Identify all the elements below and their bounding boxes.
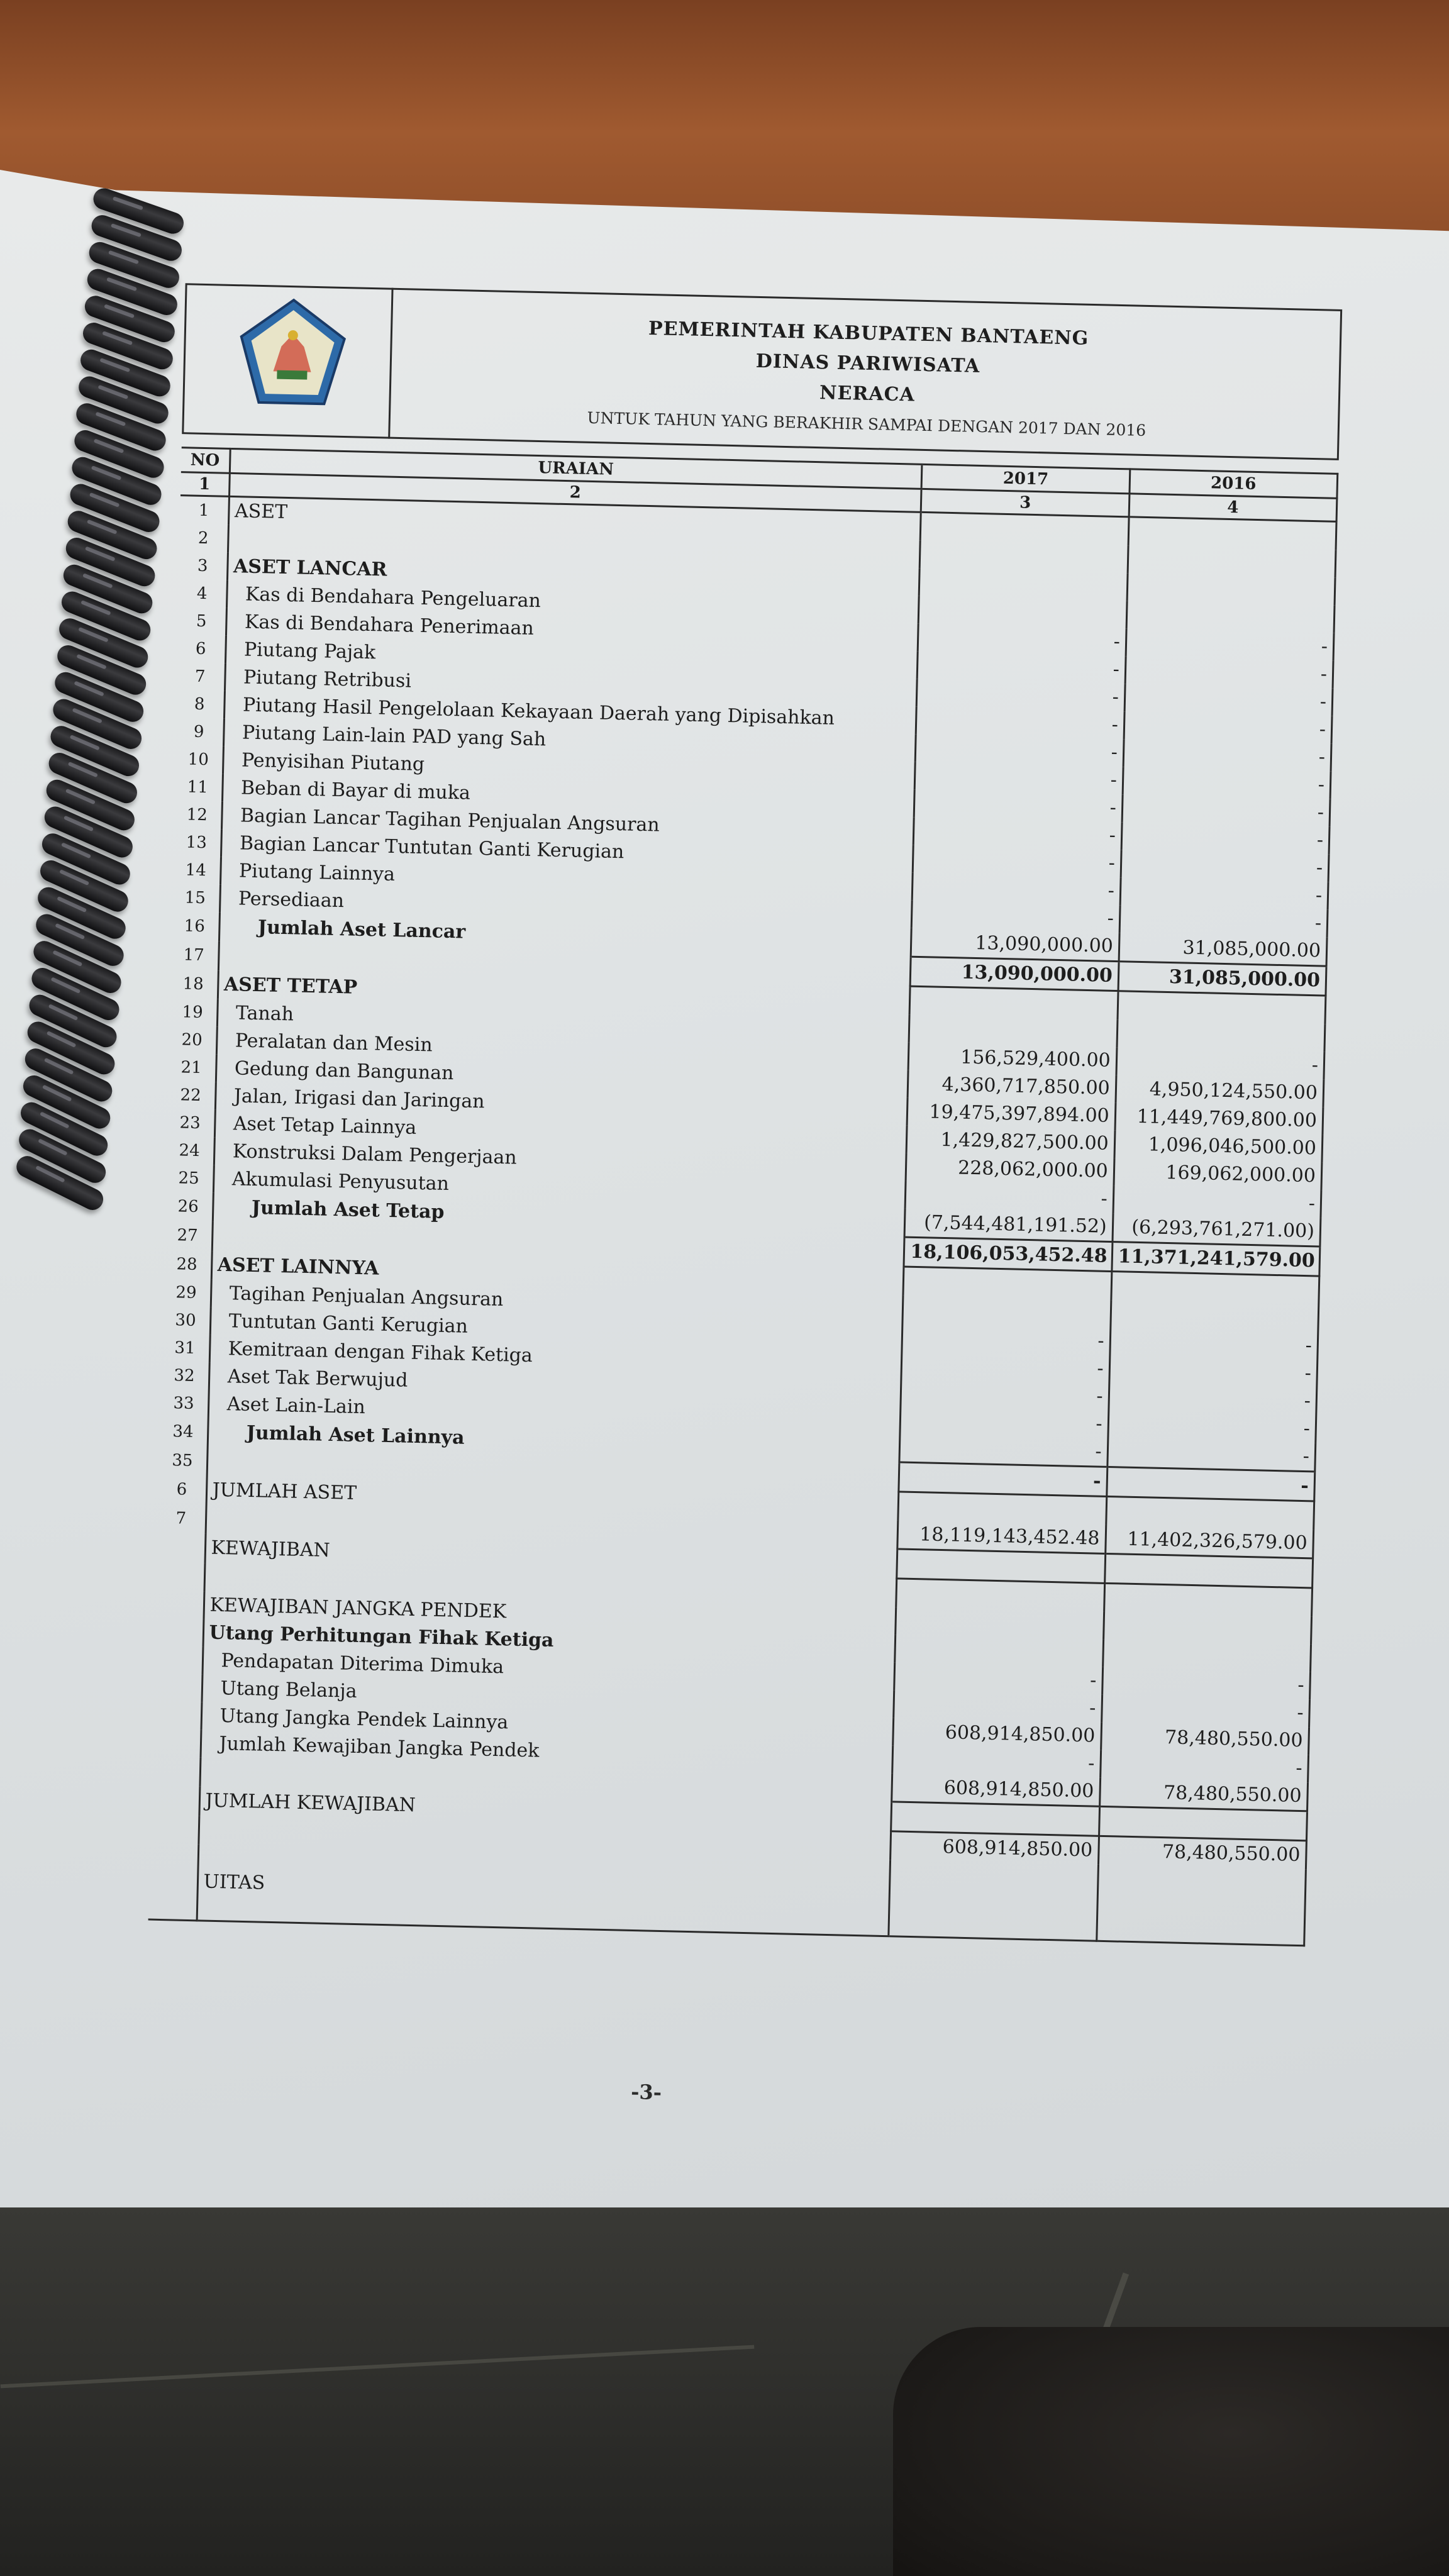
row-number: 27 bbox=[164, 1220, 213, 1251]
value-2017: 228,062,000.00 bbox=[906, 1153, 1114, 1185]
row-number bbox=[152, 1729, 201, 1758]
value-2017: 18,119,143,452.48 bbox=[897, 1520, 1106, 1553]
row-number: 3 bbox=[179, 552, 228, 580]
value-2017: - bbox=[918, 652, 1126, 684]
value-2017: - bbox=[914, 818, 1122, 850]
value-2017 bbox=[896, 1607, 1104, 1639]
value-2016 bbox=[1111, 1300, 1319, 1332]
row-label: Utang Belanja bbox=[220, 1677, 357, 1702]
value-2016: - bbox=[1110, 1328, 1318, 1360]
value-2016 bbox=[1096, 1865, 1306, 1946]
col-index-2017: 3 bbox=[921, 489, 1130, 516]
col-header-2016: 2016 bbox=[1130, 469, 1338, 498]
value-2017 bbox=[903, 1267, 1111, 1300]
value-2016 bbox=[1111, 1272, 1319, 1305]
value-2017: 18,106,053,452.48 bbox=[904, 1237, 1112, 1271]
value-2016: - bbox=[1109, 1383, 1317, 1415]
value-2016: 4,950,124,550.00 bbox=[1116, 1075, 1324, 1107]
row-label: ASET LAINNYA bbox=[217, 1254, 379, 1280]
col-index-uraian: 2 bbox=[229, 473, 921, 512]
row-label: Tuntutan Ganti Kerugian bbox=[228, 1310, 469, 1338]
row-label: Aset Lain-Lain bbox=[226, 1393, 366, 1419]
value-2016: - bbox=[1106, 1467, 1314, 1501]
row-number bbox=[150, 1814, 199, 1844]
row-label: Aset Tetap Lainnya bbox=[233, 1113, 417, 1139]
value-2016: 11,402,326,579.00 bbox=[1105, 1525, 1313, 1558]
value-2017 bbox=[891, 1802, 1099, 1836]
value-2016: - bbox=[1119, 905, 1328, 937]
row-number: 12 bbox=[173, 801, 222, 830]
value-2016: - bbox=[1124, 684, 1333, 716]
row-label: Piutang Pajak bbox=[243, 638, 376, 664]
row-number: 30 bbox=[162, 1306, 211, 1335]
value-2017: - bbox=[902, 1323, 1110, 1355]
row-number: 14 bbox=[172, 856, 221, 885]
row-label: UITAS bbox=[197, 1844, 891, 1936]
row-label: Kemitraan dengan Fihak Ketiga bbox=[228, 1338, 533, 1367]
value-2017: - bbox=[899, 1433, 1108, 1467]
value-2016: - bbox=[1124, 711, 1332, 743]
row-number: 21 bbox=[167, 1053, 216, 1082]
row-label: Gedung dan Bangunan bbox=[234, 1057, 454, 1085]
value-2016: - bbox=[1100, 1750, 1308, 1782]
row-number: 25 bbox=[165, 1164, 214, 1193]
row-number bbox=[155, 1591, 204, 1619]
value-2016: - bbox=[1121, 822, 1330, 854]
value-2016: 31,085,000.00 bbox=[1119, 933, 1327, 966]
regency-logo-icon bbox=[235, 295, 350, 411]
value-2017: - bbox=[894, 1662, 1102, 1694]
value-2016: - bbox=[1108, 1438, 1316, 1472]
value-2017: - bbox=[912, 901, 1120, 933]
row-label: Penyisihan Piutang bbox=[241, 749, 425, 776]
value-2017 bbox=[897, 1549, 1105, 1583]
row-label: Piutang Hasil Pengelolaan Kekayaan Daerah yang Dipisahkan bbox=[242, 694, 835, 730]
row-label: Peralatan dan Mesin bbox=[235, 1030, 433, 1057]
row-number: 5 bbox=[177, 607, 226, 636]
value-2016: 169,062,000.00 bbox=[1114, 1158, 1322, 1190]
row-number: 35 bbox=[158, 1445, 208, 1476]
value-2017: - bbox=[913, 873, 1121, 905]
row-number: 34 bbox=[159, 1417, 208, 1446]
row-number: 32 bbox=[160, 1362, 209, 1391]
row-number: 9 bbox=[175, 718, 224, 747]
row-label: JUMLAH KEWAJIBAN bbox=[205, 1789, 416, 1817]
row-label: Piutang Lainnya bbox=[238, 860, 396, 886]
row-label: Utang Jangka Pendek Lainnya bbox=[219, 1705, 509, 1734]
value-2016 bbox=[1118, 991, 1326, 1024]
value-2016: 31,085,000.00 bbox=[1118, 962, 1326, 996]
value-2017: - bbox=[918, 624, 1126, 656]
value-2016: 78,480,550.00 bbox=[1099, 1778, 1307, 1811]
row-number: 29 bbox=[162, 1279, 211, 1307]
row-label: Kas di Bendahara Pengeluaran bbox=[245, 583, 541, 613]
row-number: 7 bbox=[176, 662, 225, 691]
row-label: Tagihan Penjualan Angsuran bbox=[229, 1282, 504, 1311]
value-2017: 608,914,850.00 bbox=[891, 1831, 1099, 1865]
value-2017 bbox=[898, 1492, 1106, 1525]
row-number: 24 bbox=[165, 1136, 214, 1165]
row-number: 31 bbox=[161, 1334, 210, 1363]
value-2016 bbox=[1126, 601, 1335, 633]
row-label: Tanah bbox=[235, 1002, 294, 1026]
value-2016 bbox=[1117, 1019, 1325, 1052]
row-number: 17 bbox=[170, 940, 219, 970]
row-label: Jumlah Aset Lancar bbox=[257, 916, 466, 943]
value-2017: - bbox=[894, 1690, 1102, 1722]
value-2016 bbox=[1106, 1496, 1314, 1530]
row-label: ASET bbox=[234, 500, 288, 523]
value-2016: 78,480,550.00 bbox=[1101, 1723, 1309, 1755]
value-2017: - bbox=[901, 1351, 1109, 1383]
row-number bbox=[156, 1562, 205, 1591]
value-2017 bbox=[919, 596, 1127, 628]
value-2017: 13,090,000.00 bbox=[911, 957, 1119, 991]
value-2017: 608,914,850.00 bbox=[893, 1718, 1101, 1750]
row-label: KEWAJIBAN bbox=[211, 1536, 331, 1562]
value-2016: 78,480,550.00 bbox=[1098, 1836, 1306, 1869]
value-2016: - bbox=[1113, 1185, 1321, 1218]
col-header-no: NO bbox=[181, 448, 230, 474]
value-2017: - bbox=[900, 1406, 1108, 1438]
row-number: 4 bbox=[178, 579, 227, 608]
value-2017: 608,914,850.00 bbox=[892, 1773, 1100, 1806]
value-2017: - bbox=[913, 845, 1121, 877]
row-label: Aset Tak Berwujud bbox=[227, 1365, 408, 1392]
row-label: Jumlah Aset Tetap bbox=[251, 1196, 445, 1223]
value-2016: - bbox=[1101, 1695, 1309, 1727]
row-number bbox=[155, 1618, 204, 1647]
spiral-binding bbox=[0, 197, 186, 1207]
value-2016 bbox=[1103, 1612, 1311, 1644]
value-2017: 156,529,400.00 bbox=[909, 1043, 1117, 1075]
value-2016 bbox=[1099, 1806, 1307, 1840]
value-2016: - bbox=[1123, 739, 1331, 771]
value-2017: 1,429,827,500.00 bbox=[907, 1126, 1115, 1158]
row-number: 16 bbox=[170, 911, 219, 941]
row-number: 6 bbox=[177, 635, 226, 663]
row-label: Kas di Bendahara Penerimaan bbox=[244, 611, 535, 640]
row-number: 10 bbox=[174, 745, 223, 774]
row-number: 6 bbox=[158, 1475, 207, 1504]
value-2016 bbox=[1102, 1640, 1311, 1672]
value-2016 bbox=[1128, 517, 1336, 550]
value-2017: 4,360,717,850.00 bbox=[908, 1070, 1116, 1102]
row-number: 18 bbox=[169, 969, 218, 999]
row-number: 11 bbox=[174, 773, 223, 802]
row-label: Bagian Lancar Tuntutan Ganti Kerugian bbox=[239, 832, 625, 863]
row-number: 8 bbox=[175, 690, 225, 719]
value-2016 bbox=[1104, 1583, 1312, 1616]
row-number bbox=[151, 1757, 200, 1786]
value-2017 bbox=[902, 1296, 1111, 1328]
value-2016: 11,449,769,800.00 bbox=[1115, 1102, 1323, 1135]
value-2016 bbox=[1128, 545, 1336, 577]
row-number bbox=[154, 1646, 203, 1675]
value-2017: - bbox=[917, 679, 1125, 711]
row-label: KEWAJIBAN JANGKA PENDEK bbox=[209, 1594, 507, 1623]
row-number: 7 bbox=[157, 1504, 206, 1533]
header-period: UNTUK TAHUN YANG BERAKHIR SAMPAI DENGAN 2017 DAN 2016 bbox=[587, 408, 1146, 440]
value-2016 bbox=[1104, 1553, 1313, 1587]
value-2017: - bbox=[914, 790, 1123, 822]
row-label: Akumulasi Penyusutan bbox=[231, 1168, 450, 1196]
row-number: 15 bbox=[171, 884, 220, 913]
value-2016: - bbox=[1108, 1411, 1316, 1443]
value-2016: - bbox=[1102, 1667, 1310, 1699]
row-number: 20 bbox=[168, 1026, 217, 1055]
row-number bbox=[157, 1532, 206, 1563]
row-number: 28 bbox=[163, 1250, 212, 1279]
row-number: 26 bbox=[164, 1192, 213, 1221]
value-2016: - bbox=[1121, 850, 1329, 882]
row-label: Jumlah Kewajiban Jangka Pendek bbox=[219, 1733, 540, 1762]
value-2017: 19,475,397,894.00 bbox=[908, 1098, 1116, 1130]
row-number: 22 bbox=[167, 1081, 216, 1110]
value-2017: (7,544,481,191.52) bbox=[905, 1209, 1113, 1242]
row-number bbox=[153, 1701, 202, 1730]
value-2017: - bbox=[892, 1745, 1101, 1777]
row-number: 2 bbox=[179, 524, 228, 553]
row-label: Jalan, Irigasi dan Jaringan bbox=[233, 1085, 485, 1113]
value-2017: 13,090,000.00 bbox=[911, 928, 1119, 962]
row-label: Jumlah Aset Lainnya bbox=[246, 1421, 465, 1449]
value-2016: - bbox=[1123, 767, 1331, 799]
value-2017 bbox=[920, 541, 1128, 573]
row-label: ASET LANCAR bbox=[233, 555, 387, 581]
value-2017 bbox=[896, 1579, 1104, 1612]
page-number: -3- bbox=[630, 2080, 662, 2105]
value-2017: - bbox=[915, 762, 1123, 794]
value-2017 bbox=[889, 1860, 1098, 1941]
value-2017: - bbox=[916, 707, 1124, 739]
value-2016 bbox=[1127, 573, 1335, 605]
value-2017 bbox=[909, 1015, 1118, 1047]
row-label: Bagian Lancar Tagihan Penjualan Angsuran bbox=[240, 804, 660, 836]
value-2017: - bbox=[901, 1379, 1109, 1411]
row-label: Pendapatan Diterima Dimuka bbox=[221, 1650, 504, 1679]
row-number: 33 bbox=[160, 1389, 209, 1418]
col-index-no: 1 bbox=[180, 472, 230, 497]
row-label: Konstruksi Dalam Pengerjaan bbox=[232, 1140, 518, 1169]
col-header-uraian: URAIAN bbox=[230, 448, 922, 489]
value-2016: - bbox=[1116, 1047, 1324, 1079]
row-label: ASET TETAP bbox=[223, 974, 358, 999]
header-report-title: NERACA bbox=[819, 382, 916, 406]
value-2017: - bbox=[899, 1462, 1107, 1496]
value-2016: - bbox=[1109, 1355, 1318, 1387]
col-index-2016: 4 bbox=[1129, 494, 1337, 521]
value-2016: 1,096,046,500.00 bbox=[1114, 1130, 1323, 1162]
row-label: Piutang Retribusi bbox=[243, 666, 412, 692]
value-2016: - bbox=[1120, 877, 1328, 909]
row-number: 23 bbox=[166, 1109, 215, 1138]
value-2017: - bbox=[916, 735, 1124, 767]
value-2016: - bbox=[1125, 656, 1333, 688]
row-number bbox=[153, 1674, 203, 1702]
row-number bbox=[148, 1843, 199, 1921]
header-dept-title: DINAS PARIWISATA bbox=[755, 350, 980, 377]
value-2016: (6,293,761,271.00) bbox=[1113, 1213, 1321, 1246]
value-2017 bbox=[910, 986, 1118, 1019]
table-body bbox=[148, 496, 1336, 1946]
row-label: Beban di Bayar di muka bbox=[240, 777, 471, 804]
balance-sheet-table bbox=[148, 447, 1339, 1946]
row-number: 1 bbox=[180, 496, 229, 525]
value-2017 bbox=[895, 1635, 1103, 1667]
row-label: Piutang Lain-lain PAD yang Sah bbox=[242, 721, 547, 751]
header-gov-title: PEMERINTAH KABUPATEN BANTAENG bbox=[648, 317, 1089, 350]
row-label: JUMLAH ASET bbox=[212, 1479, 357, 1505]
value-2016: - bbox=[1126, 628, 1334, 660]
row-label: Utang Perhitungan Fihak Ketiga bbox=[209, 1621, 554, 1652]
value-2016: - bbox=[1122, 794, 1330, 826]
row-number: 19 bbox=[169, 998, 218, 1027]
value-2017 bbox=[921, 512, 1129, 545]
row-number bbox=[150, 1785, 199, 1816]
value-2017 bbox=[919, 569, 1128, 601]
value-2016: 11,371,241,579.00 bbox=[1112, 1242, 1320, 1276]
value-2017: - bbox=[906, 1181, 1114, 1213]
row-label: Persediaan bbox=[238, 887, 345, 913]
col-header-2017: 2017 bbox=[922, 464, 1130, 493]
row-number: 13 bbox=[172, 828, 221, 857]
